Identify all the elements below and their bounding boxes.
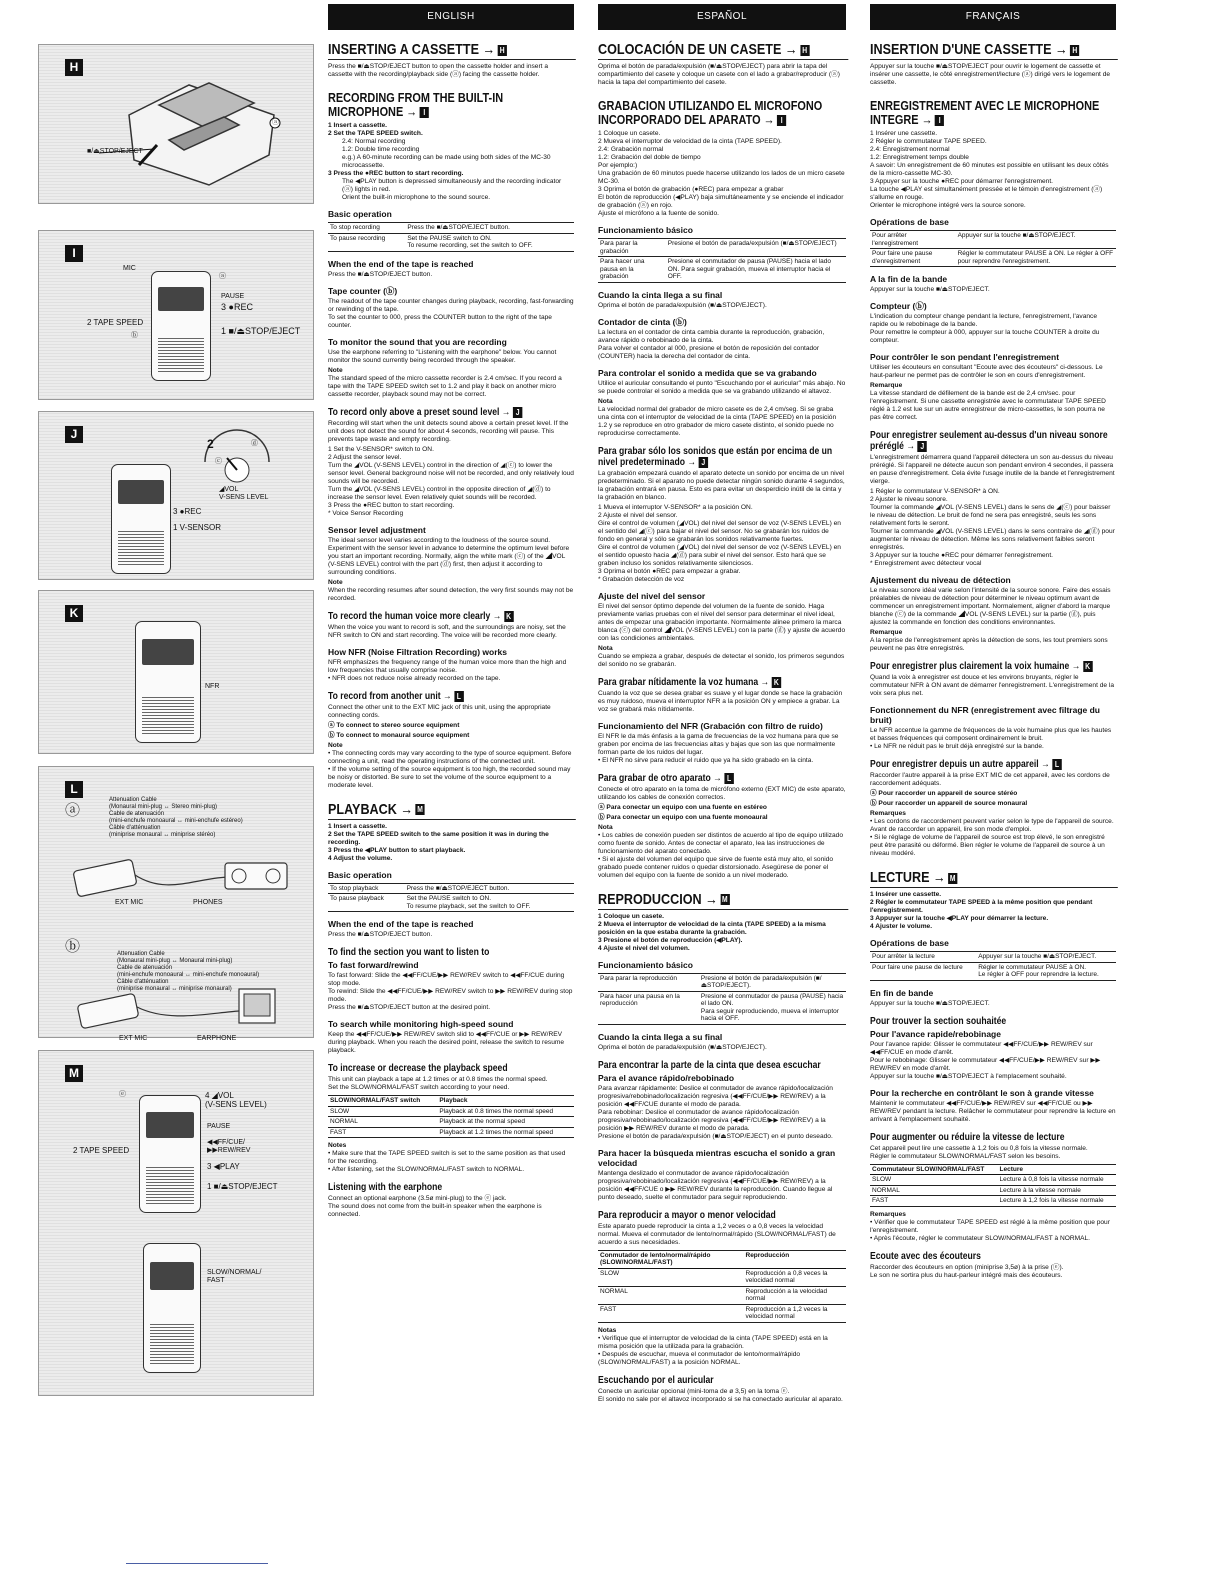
sub-label-b: ⓑ — [65, 938, 81, 955]
note-label: Nota — [598, 644, 613, 652]
subheading: Opérations de base — [870, 217, 949, 227]
body-text: Maintenir le commutateur ◀◀FF/CUE/▶▶ REW/REV sur ◀◀FF/CUE ou ▶▶ REW/REV pendant la lecture. Relâcher le commutateur pour reprendre la lecture en arrivant à l'emplacement souhaité. — [870, 1099, 1116, 1123]
callout-a: ⓐ — [272, 119, 279, 126]
callout-rec: 3 ●REC — [221, 302, 253, 312]
column-header: ESPAÑOL — [598, 4, 846, 30]
subheading: En fin de bande — [870, 987, 934, 998]
body-text: Connect an optional earphone (3.5ø mini-plug) to the ⓔ jack. The sound does not come from the built-in speaker when the earphone is connected. — [328, 1195, 542, 1219]
body-text: Utilice el auricular consultando el punto "Escuchando por el auricular" más abajo. No se puede controlar el sonido a medida que se va grabando utilizando el altavoz. — [598, 379, 846, 395]
section-heading: Pour enregistrer depuis un autre appareil → L — [870, 759, 1113, 770]
body-text: ⓑ Pour raccorder un appareil de source monaural — [870, 800, 1028, 808]
section-heading: Pour enregistrer plus clairement la voix humaine → K — [870, 661, 1113, 672]
figure-label: I — [65, 245, 83, 262]
body-text: La grabación empezará cuando el aparato detecte un sonido por encima de un nivel predeterminado. Si el aparato no puede detectar ningún sonido durante 4 segundos, la grabación entrará en pausa. Esto es para evitar un desperdicio inútil de la cinta y la grabación en blanco. — [598, 469, 845, 501]
body-text: Connect the other unit to the EXT MIC jack of this unit, using the appropriate connecting cords. — [328, 703, 551, 719]
body-text: The ideal sensor level varies according to the loudness of the source sound. Experiment with the sensor level in advance to determine the optimum level before you start an important recording. Normally, align the white mark (ⓒ) of the ◢VOL (V-SENS LEVEL) control with the part (ⓓ) first, then adjust it according to surrounding conditions. — [328, 536, 570, 576]
playback-operation-table: Para parar la reproducción Presione el botón de parada/expulsión (■/⏏STOP/EJECT). Para hacer una pausa en la reproducción Presione el conmutador de pausa (PAUSE) hacia el lado ON. Para seguir reproduciendo, mueva el interruptor hacia el OFF. — [598, 973, 846, 1025]
callout-tape-speed: 2 TAPE SPEED — [87, 318, 144, 327]
subheading: Contador de cinta (ⓑ) — [598, 316, 687, 327]
body-text: ⓑ Para conectar un equipo con una fuente monoaural — [598, 813, 768, 821]
subheading: Ajustement du niveau de détection — [870, 575, 1011, 586]
figure-label: J — [65, 426, 83, 443]
callout-mic: MIC — [123, 265, 136, 272]
body-text: Use the earphone referring to "Listening with the earphone" below. You cannot monitor the sound currently being recorded through the speaker. — [328, 348, 557, 364]
figure-label: L — [65, 781, 83, 798]
body-text: ⓑ To connect to monaural source equipment — [328, 731, 470, 739]
french-column — [870, 4, 1116, 1282]
body-text: When the voice you want to record is soft, and the surroundings are noisy, set the NFR switch to ON and start recording. The voice will be recorded more clearly. — [328, 623, 566, 639]
note-text: • The connecting cords may vary according to the type of source equipment. Before connecting a unit, read the operating instructions of the connected unit. • If the volume setting of the source equipment is too high, the recorded sound may be noisy or distorted. Be sure to set the volume of the source equipment to a moderate level. — [328, 749, 572, 789]
subheading: Pour contrôler le son pendant l'enregistrement — [870, 352, 1060, 362]
callout-play: 3 ◀PLAY — [207, 1162, 240, 1171]
note-label: Note — [328, 578, 343, 586]
body-text: Oprima el botón de parada/expulsión (■/⏏STOP/EJECT) para abrir la tapa del compartimiento del casete y coloque un casete con el lado a grabar/reproducir (ⓐ) hacia la tapa del compartimiento del casete. — [598, 63, 840, 86]
note-text: A la reprise de l'enregistrement après la détection de sons, les tout premiers sons peuvent ne pas être enregistrés. — [870, 637, 1108, 653]
speed-table: SLOW/NORMAL/FAST switch Playback SLOW Playback at 0.8 times the normal speed NORMAL Playback at the normal speed FAST Playback at 1.2 times the normal speed — [328, 1095, 574, 1138]
body-text: Press the ■/⏏STOP/EJECT button. — [328, 270, 433, 278]
note-text: • Los cables de conexión pueden ser distintos de acuerdo al tipo de equipo utilizado como fuente de sonido. Antes de conectar el aparato, lea las instrucciones de funcionamiento del aparato conectado. • Si el ajuste del volumen del equipo que sirve de fuente está muy alto, el sonido grabado puede contener ruidos o quedar distorsionado. Asegúrese de poner el volumen del equipo con la fuente de sonido a un nivel moderado. — [598, 831, 843, 879]
speed-table: Commutateur SLOW/NORMAL/FAST Lecture SLOW Lecture à 0,8 fois la vitesse normale NORMAL Lecture à la vitesse normale FAST Lecture à 1,2 fois la vitesse normale — [870, 1164, 1116, 1207]
body-text: To fast forward: Slide the ◀◀FF/CUE/▶▶ REW/REV switch to ◀◀FF/CUE during stop mode. To rewind: Slide the ◀◀FF/CUE/▶▶ REW/REV switch to ▶▶ REW/REV during stop mode. Press the ■/⏏STOP/EJECT button at the desired point. — [328, 972, 573, 1012]
section-title: GRABACION UTILIZANDO EL MICROFONO INCORPORADO DEL APARATO → I — [598, 98, 823, 127]
phones-label: PHONES — [193, 899, 223, 906]
callout-stop: 1 ■/⏏STOP/EJECT — [221, 326, 301, 336]
playback-operation-table: To stop playback Press the ■/⏏STOP/EJECT button. To pause playback Set the PAUSE switch to ON. To resume playback, set the switch to OFF. — [328, 883, 574, 913]
subheading: Para controlar el sonido a medida que se va grabando — [598, 367, 817, 378]
subheading: Cuando la cinta llega a su final — [598, 1031, 723, 1042]
figure-i — [38, 230, 314, 400]
callout-ff-rew: ◀◀FF/CUE/ ▶▶REW/REV — [207, 1139, 251, 1154]
section-title: RECORDING FROM THE BUILT-IN MICROPHONE → I — [328, 90, 504, 119]
note-label: Note — [328, 741, 343, 749]
steps-list: 1 Coloque un casete. 2 Mueva el interruptor de velocidad de la cinta (TAPE SPEED) a la misma posición en la que estaba durante la grabación. 3 Presione el botón de reproducción (◀PLAY). 4 Ajuste el nivel del volumen. — [598, 912, 826, 952]
callout-b: ⓑ — [131, 332, 138, 339]
body-text: La lectura en el contador de cinta cambia durante la reproducción, grabación, avance rápido o rebobinado de la cinta. Para volver el contador al 000, presione el botón de reposición del contador (COUNTER) hacia la derecha del contador de cinta. — [598, 328, 825, 360]
steps-list: 1 Mueva el interruptor V-SENSOR* a la posición ON. 2 Ajuste el nivel del sensor. Gire el control de volumen (◢VOL) del nivel del sensor de voz (V-SENS LEVEL) en el sentido del ◢(ⓒ) para bajar el nivel del sensor. No se grabarán los ruidos de fondo en general y sólo se grabarán los sonidos relativamente fuertes. Gire el control de volumen (◢VOL) del nivel del sensor de voz (V-SENS LEVEL) en el sentido opuesto hacia ◢(ⓓ) para subir el nivel del sensor. Esto hará que se graben incluso los sonidos relativamente silenciosos. 3 Oprima el botón ●REC para empezar a grabar. * Grabación detección de voz — [598, 503, 841, 583]
section-heading: Pour enregistrer seulement au-dessus d'un niveau sonore préréglé → J — [870, 430, 1108, 453]
earphone-label: EARPHONE — [197, 1035, 237, 1042]
subheading: How NFR (Noise Filtration Recording) works — [328, 646, 507, 657]
callout-step-2: 2 — [207, 437, 214, 451]
section-heading: To increase or decrease the playback speed — [328, 1063, 508, 1075]
steps-list: 1 Insérer une cassette. 2 Régler le commutateur TAPE SPEED à la même position que pendant l'enregistrement. 3 Appuyer sur la touche ◀PLAY pour démarrer la lecture. 4 Ajuster le volume. — [870, 891, 1093, 931]
subheading: Basic operation — [328, 209, 392, 219]
subheading: A la fin de la bande — [870, 274, 948, 284]
subheading: Funcionamiento básico — [598, 225, 693, 235]
subheading: Para el avance rápido/rebobinado — [598, 1072, 735, 1083]
note-text: La vitesse standard de défilement de la bande est de 2,4 cm/sec. pour l'enregistrement. Si une cassette enregistrée avec le commutateur TAPE SPEED réglé à 1.2 est lue sur un autre enregistreur de micro-cassettes, le son pourra ne pas être correct. — [870, 390, 1106, 421]
figure-label: K — [65, 605, 83, 622]
note-label: Remarques — [870, 1210, 906, 1218]
column-header: FRANÇAIS — [870, 4, 1116, 30]
callout-d: ⓓ — [251, 440, 258, 447]
body-text: The readout of the tape counter changes during playback, recording, fast-forwarding or rewinding of the tape. To set the counter to 000, press the COUNTER button to the right of the tape counter. — [328, 297, 574, 329]
subheading: Funcionamiento del NFR (Grabación con filtro de ruido) — [598, 720, 823, 731]
body-text: Cuando la voz que se desea grabar es suave y el lugar donde se hace la grabación es muy ruidoso, mueva el interruptor NFR a la posición ON y empiece a grabar. La voz se grabará más nítidamente. — [598, 689, 843, 713]
note-label: Remarque — [870, 629, 903, 637]
ext-mic-label-b: EXT MIC — [119, 1035, 148, 1042]
subheading: Funcionamiento básico — [598, 959, 693, 970]
figure-l — [38, 766, 314, 1042]
section-heading: Escuchando por el auricular — [598, 1374, 714, 1386]
subheading: Sensor level adjustment — [328, 524, 426, 535]
playback-operation-table: Pour arrêter la lecture Appuyer sur la touche ■/⏏STOP/EJECT. Pour faire une pause de lecture Régler le commutateur PAUSE à ON. Le régler à OFF pour reprendre la lecture. — [870, 951, 1116, 981]
callout-nfr: NFR — [205, 683, 220, 690]
body-text: Raccorder l'autre appareil à la prise EXT MIC de cet appareil, avec les cordons de raccordement adéquats. — [870, 772, 1110, 788]
section-title: LECTURE → M — [870, 870, 1118, 888]
section-heading: Listening with the earphone — [328, 1182, 443, 1194]
callout-pause: PAUSE — [207, 1123, 231, 1130]
section-title: INSERTION D'UNE CASSETTE → H — [870, 42, 1118, 60]
basic-operation-table: Para parar la grabación Presione el botón de parada/expulsión (■/⏏STOP/EJECT) Para hacer una pausa en la grabación Presione el conmutador de pausa (PAUSE) hacia el lado ON. Para seguir grabación, mueva el interruptor hacia el OFF. — [598, 238, 846, 283]
subheading: Compteur (ⓑ) — [870, 301, 927, 311]
body-text: This unit can playback a tape at 1.2 times or at 0.8 times the normal speed. Set the SLOW/NORMAL/FAST switch according to your need. — [328, 1076, 548, 1092]
callout-pause: PAUSE — [221, 293, 245, 300]
note-label: Notas — [598, 1326, 617, 1334]
section-heading: To find the section you want to listen to — [328, 947, 490, 959]
body-text: Le niveau sonore idéal varie selon l'intensité de la source sonore. Faire des essais préalables de niveau de détection pour déterminer le niveau optimum avant de commencer un enregistrement important. Normalement, aligner d'abord la marque blanche (ⓒ) de la commande ◢VOL (V-SENS LEVEL) sur la partie (ⓓ), puis ajustez la commande en fonction des conditions environnantes. — [870, 587, 1111, 627]
steps-list: 1 Insert a cassette. 2 Set the TAPE SPEED switch to the same position it was in during the recording. 3 Press the ◀PLAY button to start playback. 4 Adjust the volume. — [328, 822, 549, 862]
steps-list: 1 Insert a cassette. 2 Set the TAPE SPEED switch. 2.4: Normal recording 1.2: Double time recording e.g.) A 60-minute recording can be made using both sides of the MC-30 microcassette. 3 Press the ●REC button to start recording. The ◀PLAY button is depressed simultaneously and the recording indicator (ⓐ) lights in red. Orient the built-in microphone to the sound source. — [328, 122, 562, 201]
body-text: Keep the ◀◀FF/CUE/▶▶ REW/REV switch slid to ◀◀FF/CUE or ▶▶ REW/REV during playback. When you reach the desired point, release the switch to resume playback. — [328, 1031, 565, 1055]
figure-j — [38, 411, 314, 580]
volume-dial-icon — [39, 412, 313, 579]
section-heading: To record only above a preset sound level → J — [328, 407, 571, 418]
ext-mic-label: EXT MIC — [115, 899, 144, 906]
body-text: Le NFR accentue la gamme de fréquences de la voix humaine plus que les hautes et basses fréquences qui composent ordinairement le bruit. • Le NFR ne réduit pas le bruit déjà enregistré sur la bande. — [870, 727, 1112, 751]
figure-k — [38, 590, 314, 754]
note-text: The standard speed of the micro cassette recorder is 2.4 cm/sec. If you record a tape with the TAPE SPEED switch set to 1.2 and play it back on another micro cassette recorder, playback sound may not be correct. — [328, 374, 562, 398]
section-heading: Para reproducir a mayor o menor velocidad — [598, 1209, 776, 1221]
callout-slow-normal-fast: SLOW/NORMAL/ FAST — [207, 1269, 262, 1284]
note-label: Note — [328, 366, 343, 374]
note-text: • Les cordons de raccordement peuvent varier selon le type de l'appareil de source. Avant de raccorder un appareil, lire son mode d'emploi. • Si le réglage de volume de l'appareil de source est trop élevé, le son enregistré peut être parasité ou déformé. Bien régler le volume de l'appareil de source à un niveau modéré. — [870, 818, 1114, 858]
figure-column — [38, 44, 312, 1394]
column-header: ENGLISH — [328, 4, 574, 30]
body-text: El nivel del sensor óptimo depende del volumen de la fuente de sonido. Haga previamente varias pruebas con el nivel del sensor para determinar el nivel ideal, antes de empezar una grabación importante. Normalmente alinee primero la marca blanca (ⓒ) del control ◢VOL (V-SENS LEVEL) con la parte (ⓓ) y ajuste de acuerdo con las condiciones ambientales. — [598, 602, 846, 642]
body-text: Oprima el botón de parada/expulsión (■/⏏STOP/EJECT). — [598, 1043, 767, 1051]
section-title: PLAYBACK → M — [328, 802, 576, 820]
subheading: To fast forward/rewind — [328, 960, 419, 971]
body-text: Quand la voix à enregistrer est douce et les environs bruyants, régler le commutateur NFR à ON avant de démarrer l'enregistrement. L'enregistrement de la voix sera plus net. — [870, 674, 1115, 698]
bottom-rule — [126, 1563, 268, 1564]
note-label: Nota — [598, 823, 613, 831]
body-text: Pour l'avance rapide: Glisser le commutateur ◀◀FF/CUE/▶▶ REW/REV sur ◀◀FF/CUE en mode d'arrêt. Pour le rebobinage: Glisser le commutateur ◀◀FF/CUE/▶▶ REW/REV sur ▶▶ REW/REV en mode d'arrêt. Appuyer sur la touche ■/⏏STOP/EJECT à l'emplacement souhaité. — [870, 1040, 1101, 1080]
subheading: Cuando la cinta llega a su final — [598, 289, 723, 300]
subheading: Tape counter (ⓑ) — [328, 285, 398, 296]
callout-e: ⓔ — [119, 1091, 126, 1098]
callout-vol: ◢VOL V-SENS LEVEL — [219, 486, 269, 501]
section-heading: Para grabar nítidamente la voz humana → K — [598, 677, 843, 688]
subheading: Para hacer la búsqueda mientras escucha el sonido a gran velocidad — [598, 1147, 836, 1168]
callout-vol: 4 ◢VOL (V-SENS LEVEL) — [205, 1091, 267, 1109]
subheading: To search while monitoring high-speed sound — [328, 1019, 514, 1030]
body-text: Press the ■/⏏STOP/EJECT button. — [328, 931, 433, 939]
note-text: When the recording resumes after sound detection, the very first sounds may not be recorded. — [328, 586, 574, 602]
section-heading: Para encontrar la parte de la cinta que desea escuchar — [598, 1059, 821, 1071]
steps-list: 1 Insérer une cassette. 2 Régler le commutateur TAPE SPEED. 2.4: Enregistrement normal 1.2: Enregistrement temps double A savoir: Un enregistrement de 60 minutes est possible en utilisant les deux côtés de la micro-cassette MC-30. 3 Appuyer sur la touche ●REC pour démarrer l'enregistrement. La touche ◀PLAY est simultanément pressée et le témoin d'enregistrement (ⓐ) s'allume en rouge. Orienter le microphone intégré vers la source sonore. — [870, 130, 1109, 209]
callout-c: ⓒ — [215, 458, 222, 465]
callout-stop-eject: ■/⏏STOP/EJECT — [87, 148, 143, 155]
section-heading: To record from another unit → L — [328, 691, 571, 702]
note-label: Nota — [598, 397, 613, 405]
note-text: • Vérifier que le commutateur TAPE SPEED est réglé à la même position que pour l'enregistrement. • Après l'écoute, régler le commutateur SLOW/NORMAL/FAST à NORMAL. — [870, 1218, 1110, 1242]
figure-label: H — [65, 59, 83, 76]
callout-stop: 1 ■/⏏STOP/EJECT — [207, 1182, 278, 1191]
body-text: Raccorder des écouteurs en option (miniprise 3,5ø) à la prise (ⓔ). Le son ne sortira plus du haut-parleur intégré mais des écouteurs. — [870, 1263, 1064, 1279]
note-text: • Make sure that the TAPE SPEED switch is set to the same position as that used for the recording. • After listening, set the SLOW/NORMAL/FAST switch to NORMAL. — [328, 1150, 566, 1174]
section-heading: To record the human voice more clearly → K — [328, 611, 571, 622]
note-label: Remarque — [870, 382, 903, 389]
body-text: Conecte el otro aparato en la toma de micrófono externo (EXT MIC) de este aparato, utilizando los cables de conexión correctos. — [598, 785, 846, 801]
steps-list: 1 Set the V-SENSOR* switch to ON. 2 Adjust the sensor level. Turn the ◢VOL (V-SENS LEVEL) control in the direction of ◢(ⓒ) to lower the sensor level. General background noise will not be recorded, and only relatively loud sounds will be recorded. Turn the ◢VOL (V-SENS LEVEL) control in the opposite direction of ◢(ⓓ) to increase the sensor level. Even relatively quiet sounds will be recorded. 3 Press the ●REC button to start recording. * Voice Sensor Recording — [328, 445, 574, 517]
subheading: Basic operation — [328, 869, 392, 880]
note-label: Notes — [328, 1142, 347, 1150]
note-label: Remarques — [870, 810, 906, 818]
basic-operation-table: Pour arrêter l'enregistrement Appuyer sur la touche ■/⏏STOP/EJECT. Pour faire une pause d'enregistrement Régler le commutateur PAUSE à ON. Le régler à OFF pour reprendre l'enregistrement. — [870, 230, 1116, 267]
basic-operation-table: To stop recording Press the ■/⏏STOP/EJECT button. To pause recording Set the PAUSE switch to ON. To resume recording, set the switch to OFF. — [328, 222, 574, 252]
body-text: L'enregistrement démarrera quand l'appareil détectera un son au-dessus du niveau préréglé. Si l'appareil ne détecte aucun son pendant environ 4 secondes, il passera en pause d'enregistrement. Cela évite l'usage inutile de la bande et l'enregistrement vierge. — [870, 454, 1115, 486]
recorder-front-illustration — [139, 1095, 201, 1213]
subheading: When the end of the tape is reached — [328, 258, 474, 269]
speed-table: Conmutador de lento/normal/rápido (SLOW/NORMAL/FAST) Reproducción SLOW Reproducción a 0,8 veces la velocidad normal NORMAL Reproducción a la velocidad normal FAST Reproducción a 1,2 veces la velocidad normal — [598, 1250, 846, 1323]
note-text: Cuando se empieza a grabar, después de detectar el sonido, los primeros segundos del sonido no se grabarán. — [598, 652, 845, 668]
subheading: To monitor the sound that you are recording — [328, 336, 507, 347]
body-text: Para avanzar rápidamente: Deslice el conmutador de avance rápido/localización progresiva/rebobinado/localización regresiva (◀◀FF/CUE/▶▶ REW/REV) a la posición ◀◀FF/CUE durante el modo de parada. Para rebobinar: Deslice el conmutador de avance rápido/localización progresiva/rebobinado/localización regresiva (◀◀FF/CUE/▶▶ REW/REV) a la posición ▶▶ REW/REV durante el modo de parada. Presione el botón de parada/expulsión (■/⏏STOP/EJECT) en el punto deseado. — [598, 1084, 833, 1140]
body-text: Press the ■/⏏STOP/EJECT button to open the cassette holder and insert a cassette with the recording/playback side (ⓐ) facing the cassette holder. — [328, 63, 548, 78]
body-text: Recording will start when the unit detects sound above a certain preset level. If the unit does not detect the sound for about 4 seconds, recording will pause. This prevents tape waste and empty recording. — [328, 419, 569, 443]
body-text: Mantenga deslizado el conmutador de avance rápido/localización progresiva/rebobinado/localización regresiva (◀◀FF/CUE/▶▶ REW/REV) a la posición ◀◀FF/CUE o ▶▶ REW/REV durante la reproducción. Cuando llegue al punto deseado, suelte el conmutador para seguir reproduciendo. — [598, 1169, 833, 1201]
figure-label: M — [65, 1065, 83, 1082]
section-heading: Ecoute avec des écouteurs — [870, 1250, 981, 1262]
callout-tape-speed: 2 TAPE SPEED — [73, 1146, 130, 1155]
subheading: Pour la recherche en contrôlant le son à grande vitesse — [870, 1087, 1094, 1098]
body-text: Utiliser les écouteurs en consultant "Ecoute avec des écouteurs" ci-dessous. Le haut-parleur ne permet pas de contrôler le son en cours d'enregistrement. — [870, 364, 1103, 379]
subheading: Opérations de base — [870, 938, 949, 949]
subheading: When the end of the tape is reached — [328, 919, 474, 930]
body-text: ⓐ Pour raccorder un appareil de source stéréo — [870, 790, 1018, 798]
steps-list: 1 Coloque un casete. 2 Mueva el interruptor de velocidad de la cinta (TAPE SPEED). 2.4: Grabación normal 1.2: Grabación del doble de tiempo Por ejemplo:) Una grabación de 60 minutos puede hacerse utilizando los lados de un micro casete MC-30. 3 Oprima el botón de grabación (●REC) para empezar a grabar El botón de reproducción (◀PLAY) baja simultáneamente y se enciende el indicador de grabación (ⓐ) en rojo. Ajuste el micrófono a la fuente de sonido. — [598, 130, 845, 217]
body-text: El NFR le da más énfasis a la gama de frecuencias de la voz humana para que se graben por encima de las frecuencias altas y bajas que son las que normalmente forman parte de los ruidos del lugar. • El NFR no sirve para reducir el ruido que ya ha sido grabado en la cinta. — [598, 732, 839, 764]
cable-a-caption: Attenuation Cable (Monaural mini-plug ↔ Stereo mini-plug) Cable de atenuación (mini-enchufe monoaural ↔ mini-enchufe estéreo) Câble d'atténuation (miniprise monaural ↔ miniprise stéréo) — [109, 797, 243, 838]
section-title: COLOCACIÓN DE UN CASETE → H — [598, 42, 848, 60]
note-text: • Verifique que el interruptor de velocidad de la cinta (TAPE SPEED) está en la misma posición que la utilizada para la grabación. • Después de escuchar, mueva el conmutador de lento/normal/rápido (SLOW/NORMAL/FAST) a la posición NORMAL. — [598, 1334, 828, 1366]
body-text: NFR emphasizes the frequency range of the human voice more than the high and low frequencies that usually comprise noise. • NFR does not reduce noise already recorded on the tape. — [328, 658, 567, 682]
subheading: Pour l'avance rapide/rebobinage — [870, 1028, 1001, 1039]
body-text: Cet appareil peut lire une cassette à 1,2 fois ou 0,8 fois la vitesse normale. Régler le commutateur SLOW/NORMAL/FAST selon les besoins. — [870, 1144, 1088, 1160]
sub-label-a: ⓐ — [65, 802, 81, 819]
section-title: REPRODUCCION → M — [598, 892, 848, 910]
body-text: ⓐ To connect to stereo source equipment — [328, 721, 460, 729]
english-column — [328, 4, 574, 1221]
body-text: ⓐ Para conectar un equipo con una fuente en estéreo — [598, 803, 767, 811]
section-heading: Para grabar sólo los sonidos que están por encima de un nivel predeterminado → J — [598, 445, 833, 468]
section-title: ENREGISTREMENT AVEC LE MICROPHONE INTEGRE → I — [870, 98, 1100, 127]
section-heading: Pour augmenter ou réduire la vitesse de lecture — [870, 1131, 1065, 1143]
subheading: Ajuste del nivel del sensor — [598, 590, 706, 601]
body-text: Este aparato puede reproducir la cinta a 1,2 veces o a 0,8 veces la velocidad normal. Mueva el conmutador de lento/normal/rápido (SLOW/NORMAL/FAST) de acuerdo a sus necesidades. — [598, 1222, 836, 1246]
figure-h — [38, 44, 314, 204]
body-text: Appuyer sur la touche ■/⏏STOP/EJECT. — [870, 999, 990, 1007]
steps-list: 1 Régler le commutateur V-SENSOR* à ON. 2 Ajuster le niveau sonore. Tourner la commande ◢VOL (V-SENS LEVEL) dans le sens de ◢(ⓒ) pour baisser le niveau de détection. Le bruit de fond ne sera pas enregistré, seuls les sons relativement forts le seront. Tourner la commande ◢VOL (V-SENS LEVEL) dans le sens contraire de ◢(ⓓ) pour augmenter le niveau de détection. Même les sons relativement faibles seront enregistrés. 3 Appuyer sur la touche ●REC pour démarrer l'enregistrement. * Enregistrement avec détecteur vocal — [870, 488, 1115, 568]
figure-m — [38, 1050, 314, 1396]
note-text: La velocidad normal del grabador de micro casete es de 2,4 cm/seg. Si se graba una cinta con el interruptor de velocidad de la cinta (TAPE SPEED) en la posición 1.2 y se reproduce en otro grabador de micro casete distinto, el sonido puede no reproducirse correctamente. — [598, 405, 837, 437]
body-text: Appuyer sur la touche ■/⏏STOP/EJECT pour ouvrir le logement de cassette et insérer une cassette, le côté enregistrement/lecture (ⓐ) dirigé vers le logement de cassette. — [870, 63, 1111, 86]
section-title: INSERTING A CASSETTE → H — [328, 42, 576, 60]
body-text: Appuyer sur la touche ■/⏏STOP/EJECT. — [870, 286, 990, 293]
section-heading: Pour trouver la section souhaitée — [870, 1015, 1007, 1027]
recorder-side-illustration — [135, 621, 201, 743]
connection-diagram — [39, 767, 313, 1037]
body-text: L'indication du compteur change pendant la lecture, l'enregistrement, l'avance rapide ou le rebobinage de la bande. Pour remettre le compteur à 000, appuyer sur la touche COUNTER à droite du compteur. — [870, 313, 1100, 344]
callout-a: ⓐ — [219, 273, 226, 280]
body-text: Conecte un auricular opcional (mini-toma de ø 3,5) en la toma ⓔ. El sonido no sale por el altavoz incorporado si se ha conectado auricular al aparato. — [598, 1387, 843, 1403]
recorder-side-illustration — [143, 1243, 201, 1373]
cable-b-caption: Attenuation Cable (Monaural mini-plug ↔ Monaural mini-plug) Cable de atenuación (mini-enchufe monoaural ↔ mini-enchufe monoaural) Câble d'atténuation (miniprise monaural ↔ miniprise monaural) — [117, 951, 260, 992]
subheading: Fonctionnement du NFR (enregistrement avec filtrage du bruit) — [870, 705, 1101, 726]
callout-rec: 3 ●REC — [173, 507, 202, 516]
spanish-column — [598, 4, 846, 1406]
callout-v-sensor: 1 V-SENSOR — [173, 523, 222, 532]
body-text: Oprima el botón de parada/expulsión (■/⏏STOP/EJECT). — [598, 301, 767, 309]
recorder-front-illustration — [151, 271, 211, 381]
section-heading: Para grabar de otro aparato → L — [598, 773, 843, 784]
